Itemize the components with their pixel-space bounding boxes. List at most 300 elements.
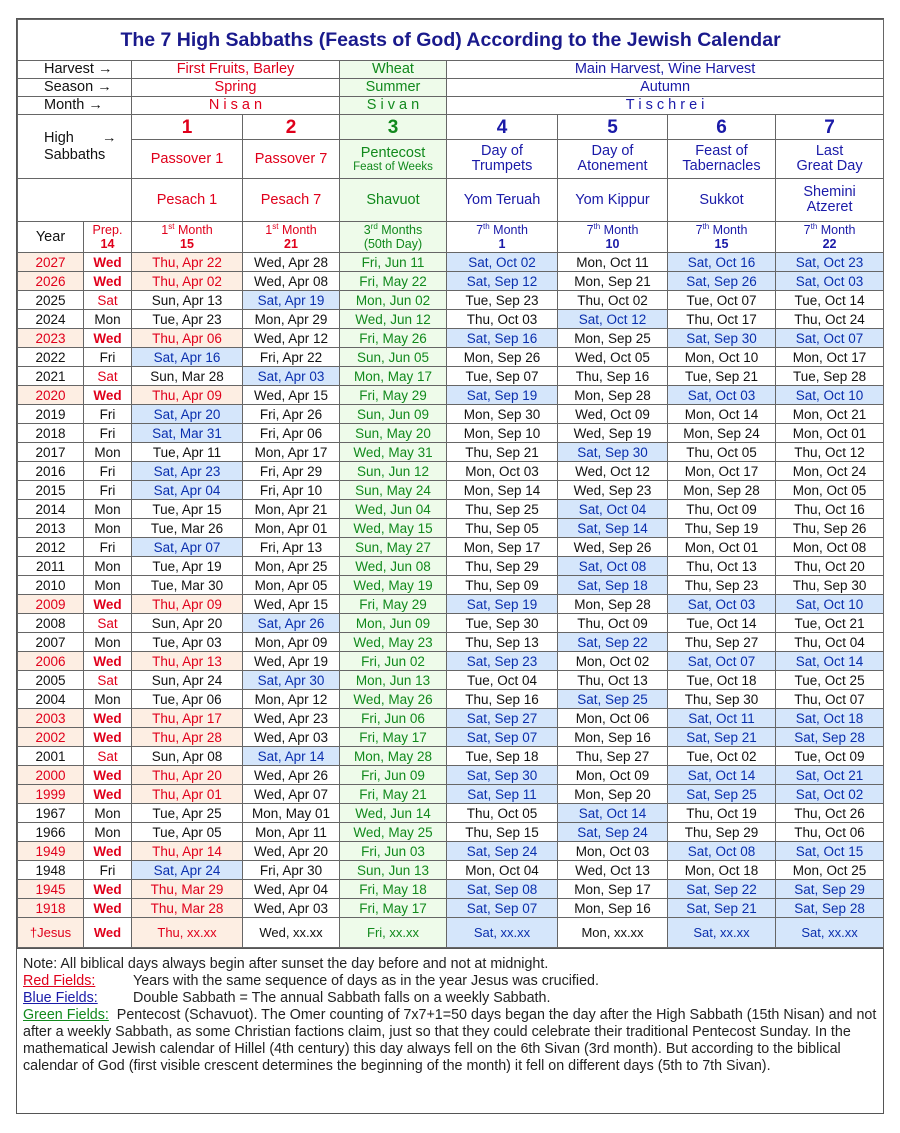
- date-cell: Sat, Sep 18: [558, 576, 668, 595]
- sabbath-number: 5: [558, 115, 668, 140]
- date-cell: Mon, Sep 14: [447, 481, 558, 500]
- date-cell: Thu, Sep 25: [447, 500, 558, 519]
- table-row: [18, 899, 884, 918]
- date-cell: Sat, Sep 22: [558, 633, 668, 652]
- date-cell: Fri, Jun 03: [340, 842, 447, 861]
- date-cell: Wed, Apr 08: [243, 272, 340, 291]
- date-cell: Thu, Oct 07: [776, 690, 884, 709]
- year-cell: 2022: [18, 348, 84, 367]
- date-cell: Sat, Oct 15: [776, 842, 884, 861]
- date-cell: Sat, Oct 03: [668, 595, 776, 614]
- blue-fields-text: Double Sabbath = The annual Sabbath falls on a weekly Sabbath.: [133, 990, 551, 1006]
- date-cell: Mon, May 28: [340, 747, 447, 766]
- date-cell: Mon, Sep 24: [668, 424, 776, 443]
- date-cell: Mon, Apr 25: [243, 557, 340, 576]
- date-cell: Thu, Apr 02: [132, 272, 243, 291]
- table-row: [18, 728, 884, 747]
- date-cell: Thu, Apr 09: [132, 386, 243, 405]
- table-row: [18, 918, 884, 948]
- table-row: [18, 785, 884, 804]
- date-cell: Mon, Oct 17: [776, 348, 884, 367]
- year-cell: 1918: [18, 899, 84, 918]
- date-cell: Sat, Sep 21: [668, 728, 776, 747]
- date-cell: Tue, Apr 06: [132, 690, 243, 709]
- date-cell: Thu, Sep 26: [776, 519, 884, 538]
- date-cell: Wed, Apr 03: [243, 728, 340, 747]
- date-cell: Thu, Apr 28: [132, 728, 243, 747]
- date-cell: Tue, Oct 14: [776, 291, 884, 310]
- harvest-wheat: Wheat: [340, 61, 447, 79]
- year-cell: 2024: [18, 310, 84, 329]
- prep-day-cell: Fri: [84, 424, 132, 443]
- table-row: [18, 329, 884, 348]
- year-cell: 2019: [18, 405, 84, 424]
- date-cell: Wed, Oct 05: [558, 348, 668, 367]
- date-cell: Thu, Oct 26: [776, 804, 884, 823]
- hebrew-name: Pesach 7: [243, 179, 340, 222]
- date-cell: Sat, Apr 30: [243, 671, 340, 690]
- sabbath-name: Passover 1: [132, 140, 243, 179]
- date-cell: Tue, Oct 14: [668, 614, 776, 633]
- date-cell: Sat, Sep 24: [558, 823, 668, 842]
- date-cell: Tue, Apr 23: [132, 310, 243, 329]
- date-cell: Sat, Oct 10: [776, 595, 884, 614]
- date-cell: Thu, Apr 06: [132, 329, 243, 348]
- sabbath-number: 1: [132, 115, 243, 140]
- year-cell: 2027: [18, 253, 84, 272]
- date-cell: Sat, Oct 07: [668, 652, 776, 671]
- date-cell: Thu, Apr 09: [132, 595, 243, 614]
- date-cell: Sat, Sep 19: [447, 386, 558, 405]
- date-cell: Fri, May 29: [340, 386, 447, 405]
- year-cell: 1949: [18, 842, 84, 861]
- date-cell: Thu, Oct 05: [668, 443, 776, 462]
- date-cell: Mon, Oct 02: [558, 652, 668, 671]
- year-cell: 2016: [18, 462, 84, 481]
- date-cell: Wed, Apr 19: [243, 652, 340, 671]
- date-cell: Thu, Oct 17: [668, 310, 776, 329]
- hebrew-name: Yom Kippur: [558, 179, 668, 222]
- date-cell: Sat, Oct 21: [776, 766, 884, 785]
- date-cell: Sun, Jun 05: [340, 348, 447, 367]
- note-blue: [23, 990, 877, 1007]
- date-cell: Sun, Jun 12: [340, 462, 447, 481]
- date-cell: Sun, May 27: [340, 538, 447, 557]
- date-cell: Wed, Apr 04: [243, 880, 340, 899]
- red-fields-text: Years with the same sequence of days as in the year Jesus was crucified.: [133, 973, 599, 989]
- month-tishrei: T i s c h r e i: [447, 97, 884, 115]
- date-cell: Sat, Oct 07: [776, 329, 884, 348]
- date-cell: Sat, Oct 14: [668, 766, 776, 785]
- date-cell: Thu, Oct 04: [776, 633, 884, 652]
- blue-fields-label: Blue Fields:: [23, 990, 98, 1006]
- prep-day-cell: Mon: [84, 576, 132, 595]
- date-cell: Sat, Sep 12: [447, 272, 558, 291]
- table-row: [18, 253, 884, 272]
- date-cell: Tue, Sep 07: [447, 367, 558, 386]
- date-cell: Tue, Mar 30: [132, 576, 243, 595]
- month-nisan: N i s a n: [132, 97, 340, 115]
- year-cell: 2013: [18, 519, 84, 538]
- year-cell: 2000: [18, 766, 84, 785]
- date-cell: Sun, Apr 13: [132, 291, 243, 310]
- table-row: [18, 367, 884, 386]
- sabbath-name: Last Great Day: [776, 140, 884, 179]
- table-row: [18, 348, 884, 367]
- hebrew-name: Pesach 1: [132, 179, 243, 222]
- date-cell: Fri, Apr 29: [243, 462, 340, 481]
- prep-header: Prep. 14: [84, 222, 132, 253]
- year-cell: 2015: [18, 481, 84, 500]
- red-fields-label: Red Fields:: [23, 973, 96, 989]
- prep-day-cell: Fri: [84, 538, 132, 557]
- date-cell: Mon, Sep 30: [447, 405, 558, 424]
- date-cell: Tue, Apr 25: [132, 804, 243, 823]
- day-reference: 1st Month 21: [243, 222, 340, 253]
- table-row: [18, 690, 884, 709]
- table-row: [18, 804, 884, 823]
- sabbath-name: Passover 7: [243, 140, 340, 179]
- date-cell: Tue, Oct 25: [776, 671, 884, 690]
- date-cell: Thu, Mar 29: [132, 880, 243, 899]
- year-cell: 2018: [18, 424, 84, 443]
- year-cell: 2025: [18, 291, 84, 310]
- green-fields-text: Pentecost (Schavuot). The Omer counting of 7x7+1=50 days began the day after the High Sabbath (15th Nisan) and not after a weekly Sabbath, as some Christian factions claim, just so that they could celebrate their traditional Pentecost Sunday. In the mathematical Jewish calendar of Hillel (4th century) this day always fell on the 6th Sivan (3rd month). But according to the biblical calendar of God (first visible crescent determines the beginning of the month) it fell on different days (5th to 7th Sivan).: [23, 1007, 877, 1074]
- date-cell: Thu, Apr 14: [132, 842, 243, 861]
- date-cell: Mon, Sep 28: [558, 386, 668, 405]
- year-cell: 2026: [18, 272, 84, 291]
- date-cell: Wed, Apr 12: [243, 329, 340, 348]
- prep-day-cell: Sat: [84, 614, 132, 633]
- date-cell: Mon, Oct 18: [668, 861, 776, 880]
- date-cell: Sat, Apr 16: [132, 348, 243, 367]
- date-cell: Mon, Oct 01: [776, 424, 884, 443]
- year-cell: 2004: [18, 690, 84, 709]
- year-cell: 2008: [18, 614, 84, 633]
- date-cell: Sat, Apr 07: [132, 538, 243, 557]
- date-cell: Sat, Apr 24: [132, 861, 243, 880]
- prep-day-cell: Wed: [84, 785, 132, 804]
- date-cell: Sat, Apr 26: [243, 614, 340, 633]
- date-cell: Mon, Sep 28: [668, 481, 776, 500]
- prep-day-cell: Wed: [84, 272, 132, 291]
- date-cell: Sat, Sep 26: [668, 272, 776, 291]
- date-cell: Sat, Apr 19: [243, 291, 340, 310]
- date-cell: Wed, May 31: [340, 443, 447, 462]
- date-cell: Mon, Jun 09: [340, 614, 447, 633]
- date-cell: Mon, May 17: [340, 367, 447, 386]
- prep-day-cell: Wed: [84, 899, 132, 918]
- hebrew-name: Shemini Atzeret: [776, 179, 884, 222]
- date-cell: Wed, Apr 07: [243, 785, 340, 804]
- date-cell: Sat, Oct 03: [776, 272, 884, 291]
- date-cell: Mon, May 01: [243, 804, 340, 823]
- date-cell: Mon, Jun 02: [340, 291, 447, 310]
- date-cell: Mon, Sep 16: [558, 899, 668, 918]
- table-row: [18, 595, 884, 614]
- year-cell: 1945: [18, 880, 84, 899]
- year-cell: 2023: [18, 329, 84, 348]
- date-cell: Thu, Sep 23: [668, 576, 776, 595]
- date-cell: Thu, Oct 09: [668, 500, 776, 519]
- date-cell: Tue, Oct 18: [668, 671, 776, 690]
- table-row: [18, 576, 884, 595]
- date-cell: Mon, Jun 13: [340, 671, 447, 690]
- prep-day-cell: Wed: [84, 728, 132, 747]
- year-cell: 2021: [18, 367, 84, 386]
- month-label: Month →: [18, 97, 132, 115]
- date-cell: Sat, Sep 28: [776, 728, 884, 747]
- prep-day-cell: Wed: [84, 709, 132, 728]
- date-cell: Mon, Oct 11: [558, 253, 668, 272]
- year-cell: 2011: [18, 557, 84, 576]
- date-cell: Thu, Oct 03: [447, 310, 558, 329]
- date-cell: Sat, Oct 11: [668, 709, 776, 728]
- table-row: [18, 443, 884, 462]
- prep-day-cell: Mon: [84, 823, 132, 842]
- date-cell: Wed, Jun 12: [340, 310, 447, 329]
- prep-day-cell: Fri: [84, 348, 132, 367]
- date-cell: Thu, Apr 22: [132, 253, 243, 272]
- date-cell: Wed, Apr 23: [243, 709, 340, 728]
- year-cell: 1966: [18, 823, 84, 842]
- date-cell: Sat, Sep 07: [447, 728, 558, 747]
- date-cell: Thu, Sep 27: [668, 633, 776, 652]
- date-cell: Tue, Sep 18: [447, 747, 558, 766]
- date-cell: Fri, Jun 09: [340, 766, 447, 785]
- date-cell: Sat, Oct 02: [447, 253, 558, 272]
- date-cell: Sun, Jun 13: [340, 861, 447, 880]
- date-cell: Sat, Sep 28: [776, 899, 884, 918]
- year-cell: 2003: [18, 709, 84, 728]
- prep-day-cell: Mon: [84, 500, 132, 519]
- page-title: The 7 High Sabbaths (Feasts of God) According to the Jewish Calendar: [18, 20, 884, 61]
- table-row: [18, 310, 884, 329]
- date-cell: Sun, Mar 28: [132, 367, 243, 386]
- date-cell: Wed, May 26: [340, 690, 447, 709]
- prep-day-cell: Wed: [84, 842, 132, 861]
- date-cell: Sat, Sep 25: [668, 785, 776, 804]
- date-cell: Mon, Sep 28: [558, 595, 668, 614]
- table-row: [18, 462, 884, 481]
- date-cell: Tue, Oct 02: [668, 747, 776, 766]
- hebrew-name: Shavuot: [340, 179, 447, 222]
- date-cell: Wed, May 19: [340, 576, 447, 595]
- sabbath-name: Day of Atonement: [558, 140, 668, 179]
- date-cell: Sat, Sep 30: [668, 329, 776, 348]
- date-cell: Sat, Oct 08: [558, 557, 668, 576]
- date-cell: Fri, xx.xx: [340, 918, 447, 948]
- date-cell: Sat, Oct 10: [776, 386, 884, 405]
- table-row: [18, 500, 884, 519]
- date-cell: Sat, Oct 12: [558, 310, 668, 329]
- date-cell: Wed, Sep 23: [558, 481, 668, 500]
- year-header: Year: [18, 222, 84, 253]
- date-cell: Sat, Sep 19: [447, 595, 558, 614]
- date-cell: Mon, Oct 14: [668, 405, 776, 424]
- prep-day-cell: Sat: [84, 671, 132, 690]
- date-cell: Thu, Oct 05: [447, 804, 558, 823]
- date-cell: Thu, Sep 30: [668, 690, 776, 709]
- date-cell: Thu, Sep 05: [447, 519, 558, 538]
- prep-day-cell: Mon: [84, 633, 132, 652]
- table-row: [18, 842, 884, 861]
- sabbath-name: Pentecost Feast of Weeks: [340, 140, 447, 179]
- prep-day-cell: Mon: [84, 519, 132, 538]
- date-cell: Thu, Sep 30: [776, 576, 884, 595]
- year-cell: 2020: [18, 386, 84, 405]
- date-cell: Wed, Jun 04: [340, 500, 447, 519]
- date-cell: Thu, Oct 09: [558, 614, 668, 633]
- year-cell: 1967: [18, 804, 84, 823]
- year-cell: 2002: [18, 728, 84, 747]
- day-reference: 7th Month 10: [558, 222, 668, 253]
- season-autumn: Autumn: [447, 79, 884, 97]
- prep-day-cell: Fri: [84, 462, 132, 481]
- day-reference: 3rd Months (50th Day): [340, 222, 447, 253]
- date-cell: Thu, Sep 21: [447, 443, 558, 462]
- table-row: [18, 519, 884, 538]
- prep-day-cell: Mon: [84, 443, 132, 462]
- prep-day-cell: Wed: [84, 652, 132, 671]
- date-cell: Sat, Oct 08: [668, 842, 776, 861]
- prep-day-cell: Mon: [84, 690, 132, 709]
- prep-day-cell: Fri: [84, 481, 132, 500]
- date-cell: Fri, May 17: [340, 728, 447, 747]
- table-row: [18, 823, 884, 842]
- date-cell: Sat, xx.xx: [776, 918, 884, 948]
- date-cell: Sat, xx.xx: [668, 918, 776, 948]
- date-cell: Fri, Apr 26: [243, 405, 340, 424]
- date-cell: Fri, May 29: [340, 595, 447, 614]
- year-cell: 1999: [18, 785, 84, 804]
- sabbath-number: 4: [447, 115, 558, 140]
- date-cell: Fri, Apr 22: [243, 348, 340, 367]
- table-row: [18, 386, 884, 405]
- table-row: [18, 405, 884, 424]
- date-cell: Sat, Apr 20: [132, 405, 243, 424]
- date-cell: Mon, Sep 17: [447, 538, 558, 557]
- date-cell: Sat, Sep 07: [447, 899, 558, 918]
- date-cell: Sat, xx.xx: [447, 918, 558, 948]
- date-cell: Fri, May 26: [340, 329, 447, 348]
- day-reference: 1st Month 15: [132, 222, 243, 253]
- note-general: Note: All biblical days always begin after sunset the day before and not at midnight.: [23, 956, 549, 972]
- date-cell: Sun, Apr 24: [132, 671, 243, 690]
- date-cell: Sat, Apr 04: [132, 481, 243, 500]
- table-row: [18, 538, 884, 557]
- day-reference: 7th Month 1: [447, 222, 558, 253]
- date-cell: Sat, Sep 22: [668, 880, 776, 899]
- year-cell: †Jesus: [18, 918, 84, 948]
- green-fields-label: Green Fields:: [23, 1007, 109, 1023]
- table-row: [18, 880, 884, 899]
- year-cell: 2007: [18, 633, 84, 652]
- table-row: [18, 652, 884, 671]
- date-cell: Fri, Jun 02: [340, 652, 447, 671]
- hebrew-name: Sukkot: [668, 179, 776, 222]
- year-cell: 2010: [18, 576, 84, 595]
- date-cell: Mon, Apr 11: [243, 823, 340, 842]
- harvest-barley: First Fruits, Barley: [132, 61, 340, 79]
- date-cell: Thu, Apr 20: [132, 766, 243, 785]
- sabbath-table: [17, 19, 884, 948]
- date-cell: Wed, Oct 09: [558, 405, 668, 424]
- date-cell: Sat, Sep 11: [447, 785, 558, 804]
- sabbath-number: 6: [668, 115, 776, 140]
- date-cell: Thu, Sep 13: [447, 633, 558, 652]
- date-cell: Mon, Oct 25: [776, 861, 884, 880]
- date-cell: Wed, Apr 15: [243, 386, 340, 405]
- note-red: [23, 973, 877, 990]
- date-cell: Tue, Apr 03: [132, 633, 243, 652]
- table-row: [18, 424, 884, 443]
- date-cell: Sun, Apr 08: [132, 747, 243, 766]
- prep-day-cell: Sat: [84, 367, 132, 386]
- date-cell: Wed, Apr 28: [243, 253, 340, 272]
- prep-day-cell: Wed: [84, 329, 132, 348]
- prep-day-cell: Mon: [84, 804, 132, 823]
- sabbath-number: 2: [243, 115, 340, 140]
- table-row: [18, 557, 884, 576]
- date-cell: Thu, Oct 24: [776, 310, 884, 329]
- date-cell: Mon, Apr 17: [243, 443, 340, 462]
- date-cell: Mon, Oct 03: [558, 842, 668, 861]
- year-cell: 2005: [18, 671, 84, 690]
- harvest-label: Harvest →: [18, 61, 132, 79]
- date-cell: Tue, Oct 21: [776, 614, 884, 633]
- date-cell: Wed, May 15: [340, 519, 447, 538]
- date-cell: Mon, Sep 17: [558, 880, 668, 899]
- date-cell: Thu, Apr 13: [132, 652, 243, 671]
- table-row: [18, 614, 884, 633]
- prep-day-cell: Wed: [84, 918, 132, 948]
- month-sivan: S i v a n: [340, 97, 447, 115]
- date-cell: Sat, Sep 30: [558, 443, 668, 462]
- date-cell: Sat, Sep 23: [447, 652, 558, 671]
- day-reference: 7th Month 15: [668, 222, 776, 253]
- date-cell: Tue, Apr 15: [132, 500, 243, 519]
- date-cell: Tue, Sep 28: [776, 367, 884, 386]
- date-cell: Wed, Apr 03: [243, 899, 340, 918]
- sabbath-number: 7: [776, 115, 884, 140]
- date-cell: Sat, Sep 21: [668, 899, 776, 918]
- date-cell: Tue, Sep 23: [447, 291, 558, 310]
- prep-day-cell: Sat: [84, 747, 132, 766]
- sabbath-name: Day of Trumpets: [447, 140, 558, 179]
- year-cell: 2014: [18, 500, 84, 519]
- date-cell: Thu, Apr 01: [132, 785, 243, 804]
- date-cell: Thu, Sep 27: [558, 747, 668, 766]
- date-cell: Mon, Oct 03: [447, 462, 558, 481]
- date-cell: Tue, Oct 04: [447, 671, 558, 690]
- date-cell: Sun, May 20: [340, 424, 447, 443]
- note-green: [23, 1007, 877, 1075]
- date-cell: Thu, Sep 29: [447, 557, 558, 576]
- date-cell: Sat, Oct 04: [558, 500, 668, 519]
- date-cell: Sat, Sep 16: [447, 329, 558, 348]
- date-cell: Fri, May 21: [340, 785, 447, 804]
- date-cell: Sat, Sep 30: [447, 766, 558, 785]
- table-row: [18, 766, 884, 785]
- year-cell: 1948: [18, 861, 84, 880]
- season-summer: Summer: [340, 79, 447, 97]
- date-cell: Mon, Sep 16: [558, 728, 668, 747]
- date-cell: Thu, Sep 16: [447, 690, 558, 709]
- date-cell: Thu, Sep 19: [668, 519, 776, 538]
- date-cell: Mon, Apr 21: [243, 500, 340, 519]
- date-cell: Fri, Jun 11: [340, 253, 447, 272]
